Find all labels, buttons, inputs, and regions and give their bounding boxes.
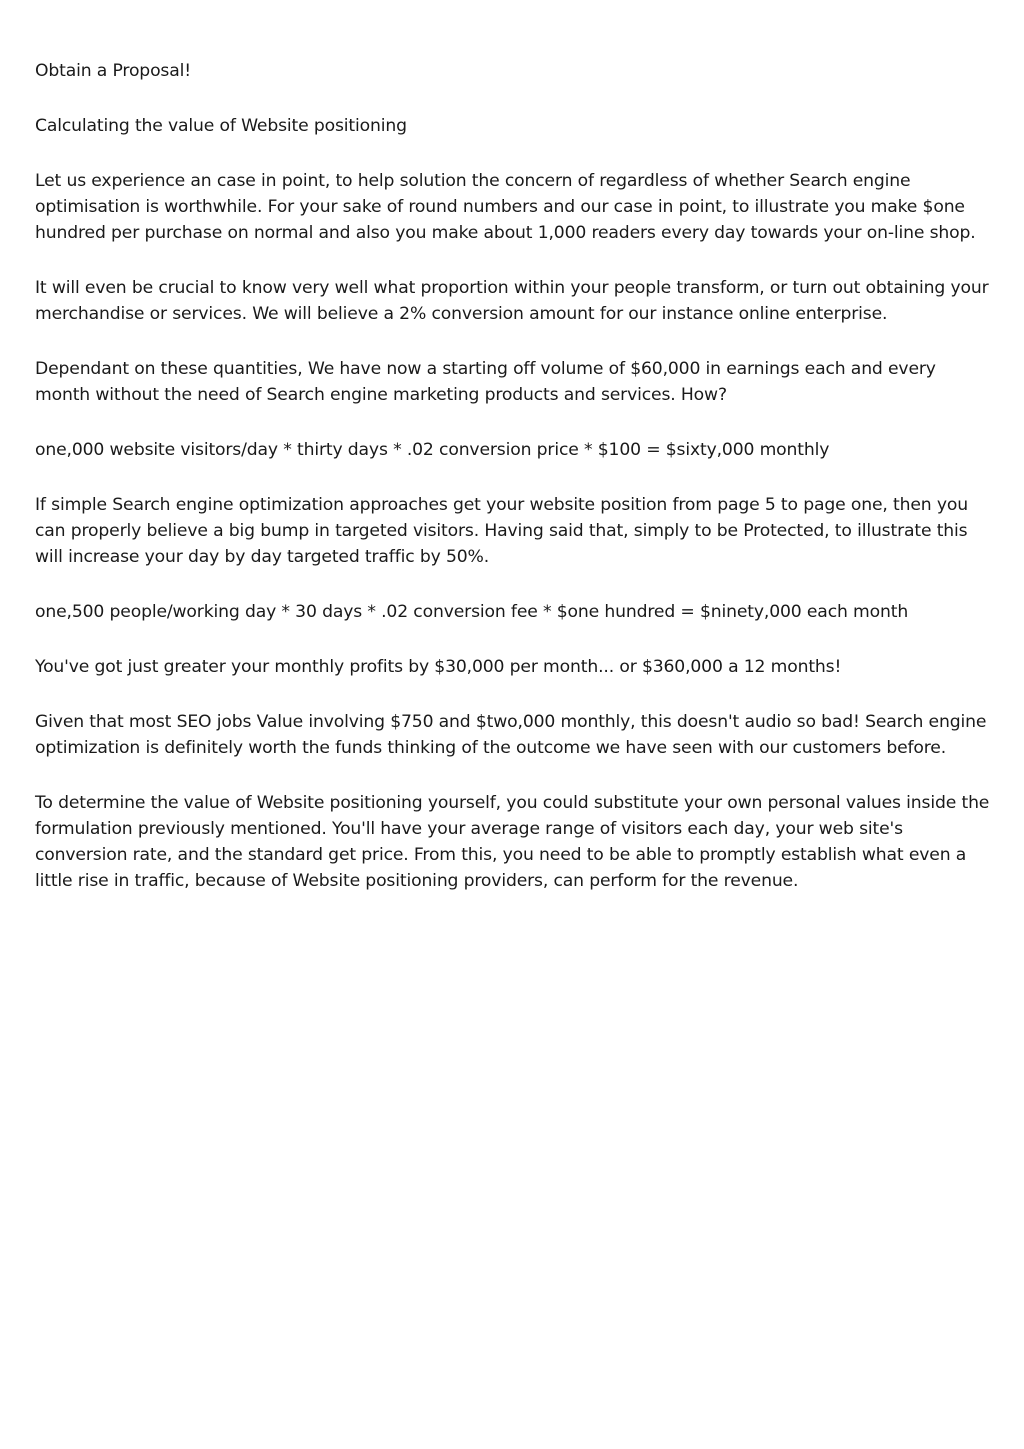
paragraph-profit-gain: You've got just greater your monthly profits by $30,000 per month... or $360,000 a 12 months! [35,657,842,677]
paragraph-seo-cost: Given that most SEO jobs Value involving $750 and $two,000 monthly, this doesn't audio so bad! Search engine optimization is definitely worth the funds thinking of the outcome we have seen with our customers before. [35,712,987,758]
heading-obtain-proposal: Obtain a Proposal! [35,61,191,81]
formula-baseline-revenue: one,000 website visitors/day * thirty days * .02 conversion price * $100 = $sixty,000 monthly [35,440,830,460]
paragraph-starting-volume: Dependant on these quantities, We have now a starting off volume of $60,000 in earnings each and every month without the need of Search engine marketing products and services. How? [35,359,936,405]
paragraph-traffic-increase: If simple Search engine optimization approaches get your website position from page 5 to page one, then you can properly believe a big bump in targeted visitors. Having said that, simply to be Protected, to illustrate this will increase your day by day targeted traffic by 50%. [35,495,968,567]
document-body [35,58,994,894]
heading-calculating-value: Calculating the value of Website positioning [35,116,407,136]
formula-improved-revenue: one,500 people/working day * 30 days * .02 conversion fee * $one hundred = $ninety,000 each month [35,602,909,622]
paragraph-conversion-rate: It will even be crucial to know very well what proportion within your people transform, or turn out obtaining your merchandise or services. We will believe a 2% conversion amount for our instance online enterprise. [35,278,989,324]
paragraph-determine-value: To determine the value of Website positioning yourself, you could substitute your own personal values inside the formulation previously mentioned. You'll have your average range of visitors each day, your web site's conversion rate, and the standard get price. From this, you need to be able to promptly establish what even a little rise in traffic, because of Website positioning providers, can perform for the revenue. [35,793,990,891]
paragraph-example-intro: Let us experience an case in point, to help solution the concern of regardless of whether Search engine optimisation is worthwhile. For your sake of round numbers and our case in point, to illustrate you make $one hundred per purchase on normal and also you make about 1,000 readers every day towards your on-line shop. [35,171,976,243]
